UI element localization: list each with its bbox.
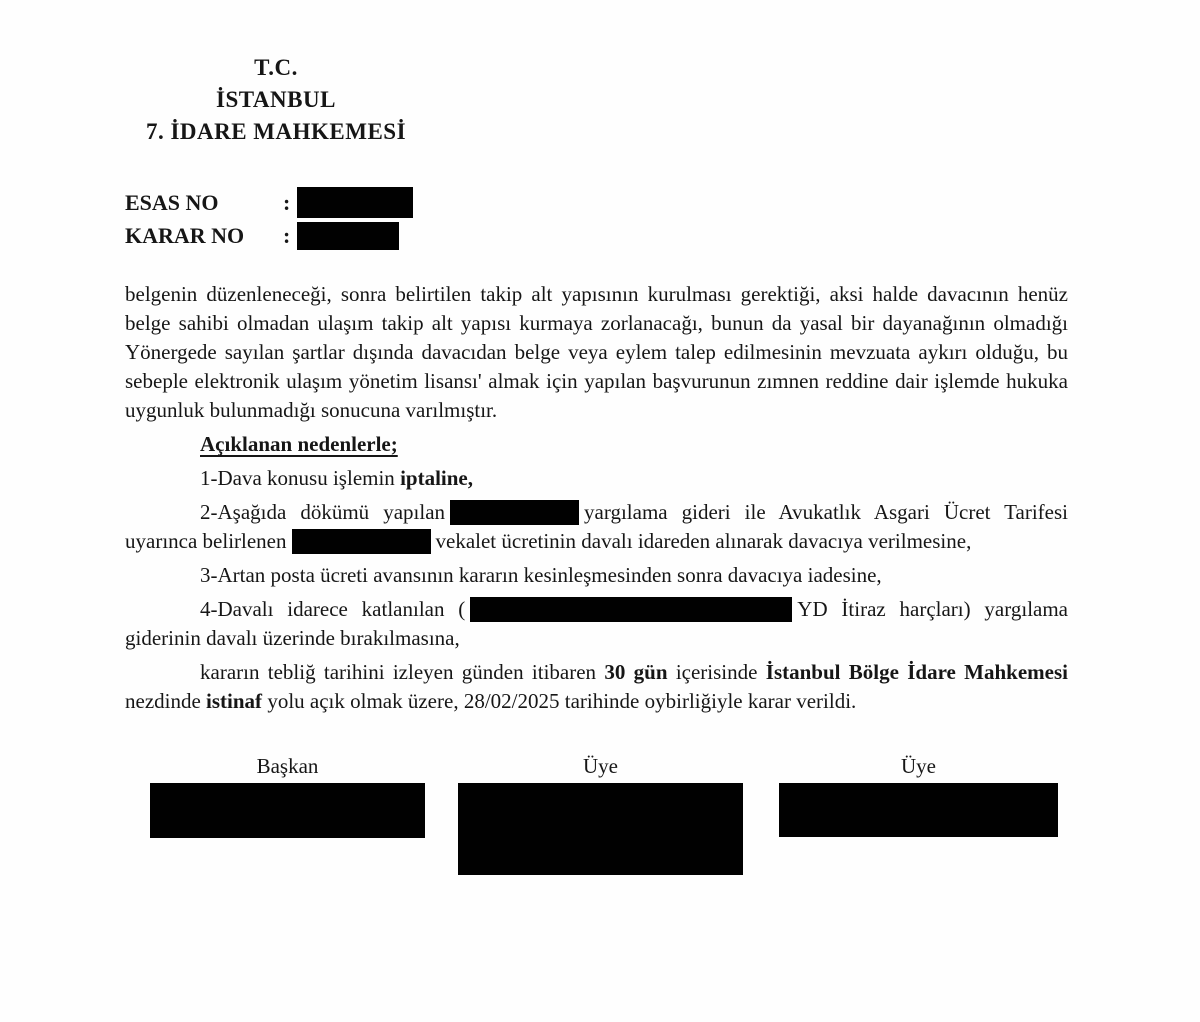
signature-baskan [150, 754, 425, 838]
header-court-name: 7. İDARE MAHKEMESİ [145, 119, 407, 144]
esas-no-redaction-box [297, 187, 413, 218]
karar-no-label: KARAR NO [125, 222, 245, 248]
document-body [125, 280, 1068, 716]
esas-no-row [125, 186, 1068, 219]
signature-uye-1 [458, 754, 743, 875]
esas-no-colon: : [283, 189, 291, 215]
header-city: İSTANBUL [216, 87, 336, 112]
header-republic: T.C. [254, 55, 298, 80]
ruling-item-3: 3-Artan posta ücreti avansının kararın kesinleşmesinden sonra davacıya iadesine, [200, 563, 882, 587]
case-info [125, 186, 1068, 252]
ruling-item-2: 2-Aşağıda dökümü yapılan yargılama gideri ile Avukatlık Asgari Ücret Tarifesi uyarınca belirlenen vekalet ücretinin davalı idareden alınarak davacıya verilmesine, [125, 500, 1068, 553]
document-header [125, 52, 427, 148]
ruling-item-1: 1-Dava konusu işlemin iptaline, [200, 466, 473, 490]
signature-redaction-box [458, 783, 743, 875]
paragraph-conclusion: belgenin düzenleneceği, sonra belirtilen takip alt yapısının kurulması gerektiği, aksi halde davacının henüz belge sahibi olmadan ulaşım takip alt yapısı kurmaya zorlanacağı, bunun da yasal bir dayanağının olmadığı Yönergede sayılan şartlar dışında davacıdan belge veya eylem talep edilmesinin mevzuata aykırı olduğu, bu sebeple elektronik ulaşım yönetim lisansı' almak için yapılan başvurunun zımnen reddine dair işlemde hukuka uygunluk bulunmadığı sonucuna varılmıştır. [125, 282, 1068, 422]
karar-no-colon: : [283, 222, 291, 248]
signature-redaction-box [150, 783, 425, 838]
signature-role-label: Üye [901, 754, 936, 778]
redaction-box [450, 500, 579, 525]
signature-section [125, 754, 1068, 875]
signature-role-label: Başkan [256, 754, 319, 778]
karar-no-row [125, 219, 1068, 252]
signature-role-label: Üye [583, 754, 618, 778]
karar-no-redaction-box [297, 222, 399, 250]
ruling-heading: Açıklanan nedenlerle; [200, 432, 398, 456]
signature-uye-2 [779, 754, 1058, 837]
ruling-item-4: 4-Davalı idarece katlanılan ( YD İtiraz harçları) yargılama giderinin davalı üzerinde bırakılmasına, [125, 597, 1068, 650]
esas-no-label: ESAS NO [125, 189, 219, 215]
signature-redaction-box [779, 783, 1058, 837]
redaction-box [470, 597, 792, 622]
redaction-box [292, 529, 431, 554]
appeal-paragraph: kararın tebliğ tarihini izleyen günden itibaren 30 gün içerisinde İstanbul Bölge İdare Mahkemesi nezdinde istinaf yolu açık olmak üzere, 28/02/2025 tarihinde oybirliğiyle karar verildi. [125, 660, 1069, 713]
